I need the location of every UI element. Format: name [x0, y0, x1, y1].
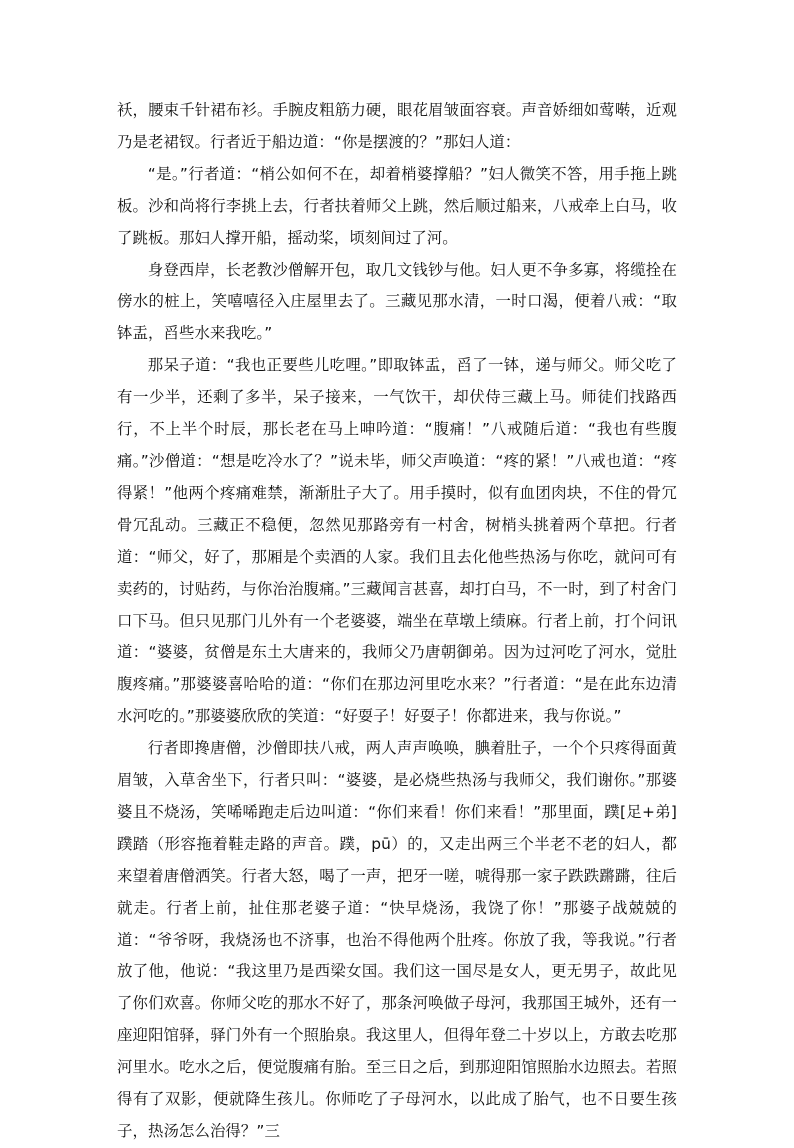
paragraph-5: 行者即搀唐僧，沙僧即扶八戒，两人声声唤唤，腆着肚子，一个个只疼得面黄眉皱，入草舍坐下，行者只叫：“婆婆，是必烧些热汤与我师父，我们谢你。”那婆婆且不烧汤，笑唏唏跑走后边叫道：“你们来看！你们来看！”那里面，蹼[足+弟]蹼踏（形容拖着鞋走路的声音。蹼，pū）的，又走出两三个半老不老的妇人，都来望着唐僧洒笑。行者大怒，喝了一声，把牙一嗟，唬得那一家子跌跌蹡蹡，往后就走。行者上前，扯住那老婆子道：“快早烧汤，我饶了你！”那婆子战兢兢的道：“爷爷呀，我烧汤也不济事，也治不得他两个肚疼。你放了我，等我说。”行者放了他，他说：“我这里乃是西梁女国。我们这一国尽是女人，更无男子，故此见了你们欢喜。你师父吃的那水不好了，那条河唤做子母河，我那国王城外，还有一座迎阳馆驿，驿门外有一个照胎泉。我这里人，但得年登二十岁以上，方敢去吃那河里水。吃水之后，便觉腹痛有胎。至三日之后，到那迎阳馆照胎水边照去。若照得有了双影，便就降生孩儿。你师吃了子母河水，以此成了胎气，也不日要生孩子，热汤怎么治得？”三: [117, 739, 677, 1140]
document-page: [117, 95, 677, 1148]
paragraph-4: 那呆子道：“我也正要些儿吃哩。”即取钵盂，舀了一钵，递与师父。师父吃了有一少半，还剩了多半，呆子接来，一气饮干，却伏侍三藏上马。师徒们找路西行，不上半个时辰，那长老在马上呻吟道：“腹痛！”八戒随后道：“我也有些腹痛。”沙僧道：“想是吃冷水了？”说未毕，师父声唤道：“疼的紧！”八戒也道：“疼得紧！”他两个疼痛难禁，渐渐肚子大了。用手摸时，似有血团肉块，不住的骨冗骨冗乱动。三藏正不稳便，忽然见那路旁有一村舍，树梢头挑着两个草把。行者道：“师父，好了，那厢是个卖酒的人家。我们且去化他些热汤与你吃，就问可有卖药的，讨贴药，与你治治腹痛。”三藏闻言甚喜，却打白马，不一时，到了村舍门口下马。但只见那门儿外有一个老婆婆，端坐在草墩上绩麻。行者上前，打个问讯道：“婆婆，贫僧是东土大唐来的，我师父乃唐朝御弟。因为过河吃了河水，觉肚腹疼痛。”那婆婆喜哈哈的道：“你们在那边河里吃水来？”行者道：“是在此东边清水河吃的。”那婆婆欣欣的笑道：“好耍子！好耍子！你都进来，我与你说。”: [117, 356, 677, 726]
paragraph-3: 身登西岸，长老教沙僧解开包，取几文钱钞与他。妇人更不争多寡，将缆拴在傍水的桩上，笑嘻嘻径入庄屋里去了。三藏见那水清，一时口渴，便着八戒：“取钵盂，舀些水来我吃。”: [117, 260, 677, 343]
paragraph-2: “是。”行者道：“梢公如何不在，却着梢婆撑船？”妇人微笑不答，用手拖上跳板。沙和尚将行李挑上去，行者扶着师父上跳，然后顺过船来，八戒牵上白马，收了跳板。那妇人撑开船，摇动桨，顷刻间过了河。: [117, 164, 677, 247]
paragraph-1: 袄，腰束千针裙布衫。手腕皮粗筋力硬，眼花眉皱面容衰。声音娇细如莺啭，近观乃是老裙钗。行者近于船边道：“你是摆渡的？”那妇人道：: [117, 101, 677, 151]
